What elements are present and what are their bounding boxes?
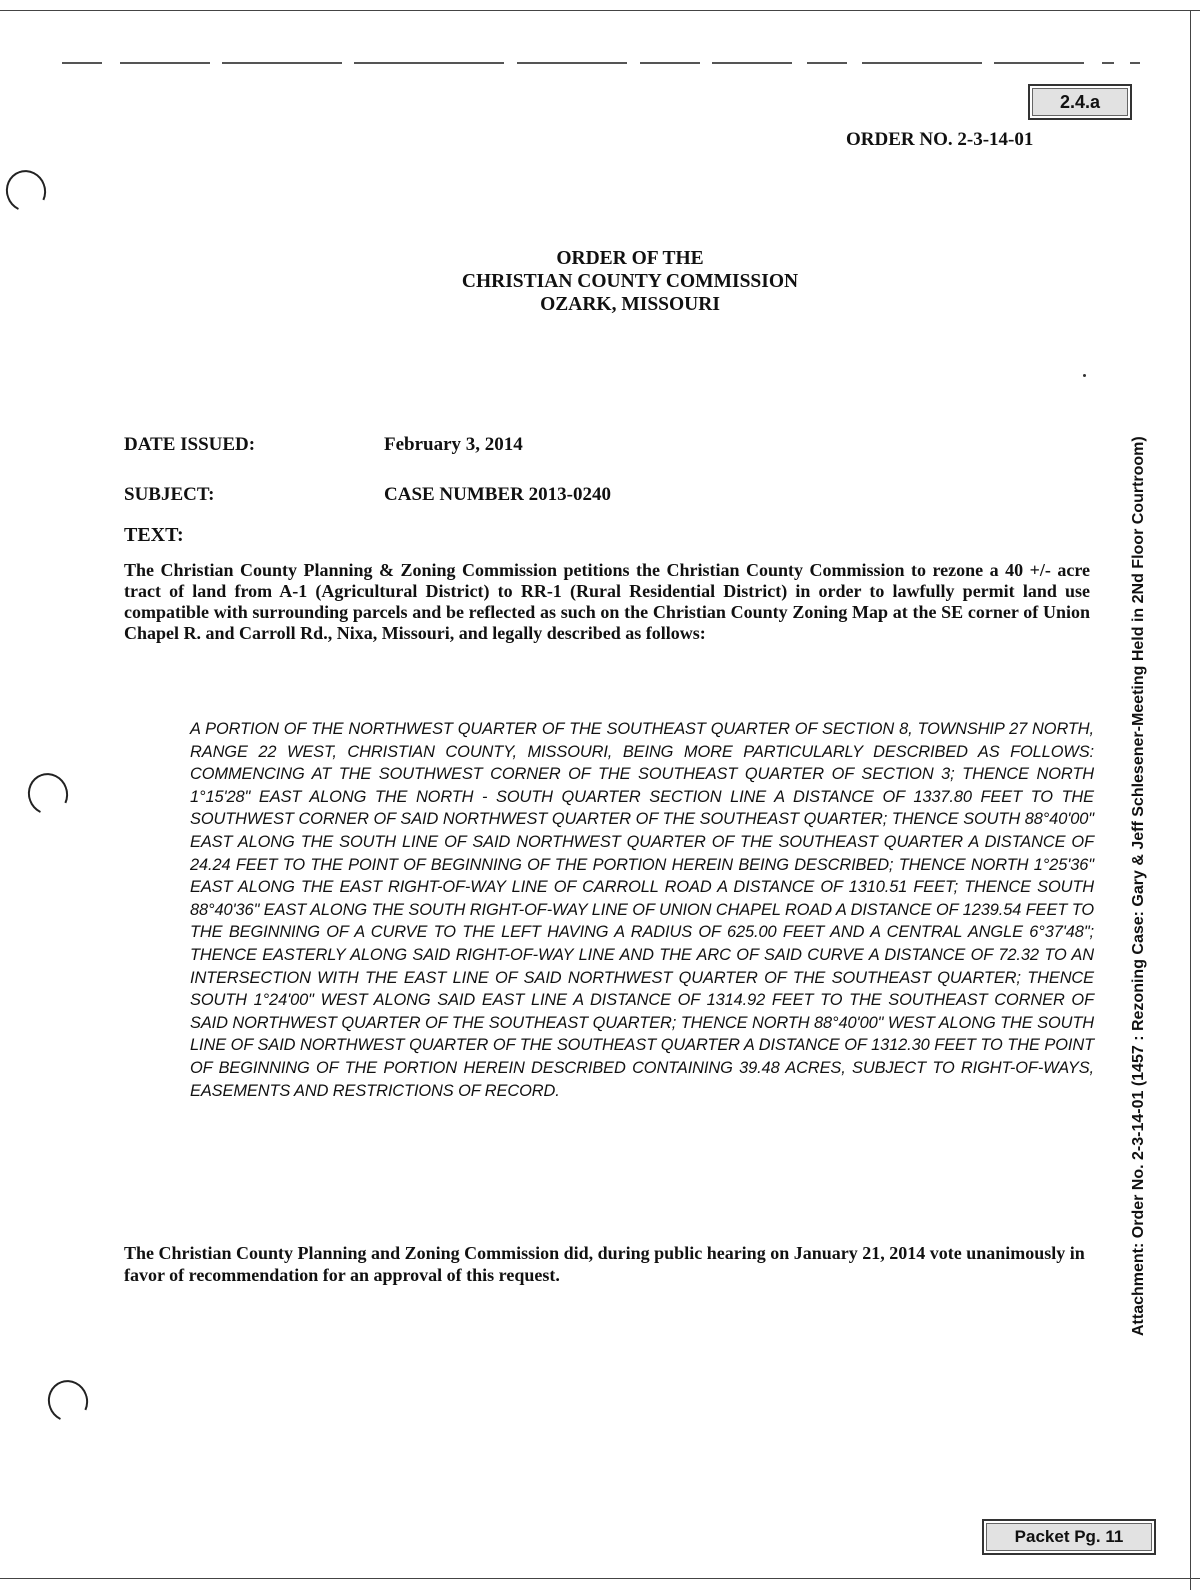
attachment-side-label: Attachment: Order No. 2-3-14-01 (1457 : Rezoning Case: Gary & Jeff Schlesener-Meeting Held in 2Nd Floor Courtroom): [1130, 436, 1147, 1336]
page-border-top: [0, 10, 1200, 11]
date-issued-label: DATE ISSUED:: [124, 434, 256, 455]
heading-line-3: OZARK, MISSOURI: [540, 294, 720, 315]
petition-paragraph: The Christian County Planning & Zoning Commission petitions the Christian County Commission to rezone a 40 +/- acre tract of land from A-1 (Agricultural District) to RR-1 (Rural Residential District) in order to lawfully permit land use compatible with surrounding parcels and be reflected as such on the Christian County Zoning Map at the SE corner of Union Chapel R. and Carroll Rd., Nixa, Missouri, and legally described as follows:: [124, 560, 1090, 643]
packet-page-stamp: Packet Pg. 11: [982, 1519, 1156, 1555]
document-heading: [420, 247, 840, 316]
punch-hole-mark: [0, 164, 52, 217]
page-border-bottom: [0, 1578, 1200, 1579]
text-label: TEXT:: [124, 524, 184, 546]
subject-label: SUBJECT:: [124, 484, 215, 505]
subject-value: CASE NUMBER 2013-0240: [384, 484, 611, 505]
legal-description: A PORTION OF THE NORTHWEST QUARTER OF THE SOUTHEAST QUARTER OF SECTION 8, TOWNSHIP 27 NORTH, RANGE 22 WEST, CHRISTIAN COUNTY, MISSOURI, BEING MORE PARTICULARLY DESCRIBED AS FOLLOWS: COMMENCING AT THE SOUTHWEST CORNER OF THE SOUTHEAST QUARTER OF SECTION 3; THENCE NORTH 1°15'28" EAST ALONG THE NORTH - SOUTH QUARTER SECTION LINE A DISTANCE OF 1337.80 FEET TO THE SOUTHWEST CORNER OF SAID NORTHWEST QUARTER OF THE SOUTHEAST QUARTER; THENCE SOUTH 88°40'00" EAST ALONG THE SOUTH LINE OF SAID NORTHWEST QUARTER OF THE SOUTHEAST QUARTER A DISTANCE OF 24.24 FEET TO THE POINT OF BEGINNING OF THE PORTION HEREIN BEING DESCRIBED; THENCE NORTH 1°25'36" EAST ALONG THE EAST RIGHT-OF-WAY LINE OF CARROLL ROAD A DISTANCE OF 1310.51 FEET; THENCE SOUTH 88°40'36" EAST ALONG THE SOUTH RIGHT-OF-WAY LINE OF UNION CHAPEL ROAD A DISTANCE OF 1239.54 FEET TO THE BEGINNING OF A CURVE TO THE LEFT HAVING A RADIUS OF 625.00 FEET AND A CENTRAL ANGLE 6°37'48"; THENCE EASTERLY ALONG SAID RIGHT-OF-WAY LINE AND THE ARC OF SAID CURVE A DISTANCE OF 72.32 TO AN INTERSECTION WITH THE EAST LINE OF SAID NORTHWEST QUARTER OF THE SOUTHEAST QUARTER; THENCE SOUTH 1°24'00" WEST ALONG SAID EAST LINE A DISTANCE OF 1314.92 FEET TO THE SOUTHEAST CORNER OF SAID NORTHWEST QUARTER OF THE SOUTHEAST QUARTER; THENCE NORTH 88°40'00" WEST ALONG THE SOUTH LINE OF SAID NORTHWEST QUARTER OF THE SOUTHEAST QUARTER A DISTANCE OF 1312.30 FEET TO THE POINT OF BEGINNING OF THE PORTION HEREIN DESCRIBED CONTAINING 39.48 ACRES, SUBJECT TO RIGHT-OF-WAYS, EASEMENTS AND RESTRICTIONS OF RECORD.: [190, 720, 1094, 1100]
heading-line-2: CHRISTIAN COUNTY COMMISSION: [461, 271, 799, 292]
heading-line-1: ORDER OF THE: [556, 248, 704, 269]
vote-paragraph: The Christian County Planning and Zoning Commission did, during public hearing on January 21, 2014 vote unanimously in favor of recommendation for an approval of this request.: [124, 1243, 1085, 1285]
date-issued-value: February 3, 2014: [384, 434, 523, 455]
scan-noise-header: [62, 62, 1142, 76]
scan-speck: [1083, 374, 1086, 377]
order-number: ORDER NO. 2-3-14-01: [846, 129, 1034, 150]
agenda-item-stamp: 2.4.a: [1028, 84, 1132, 120]
punch-hole-mark: [42, 1374, 94, 1427]
page-border-right: [1190, 10, 1191, 1590]
punch-hole-mark: [22, 767, 74, 820]
